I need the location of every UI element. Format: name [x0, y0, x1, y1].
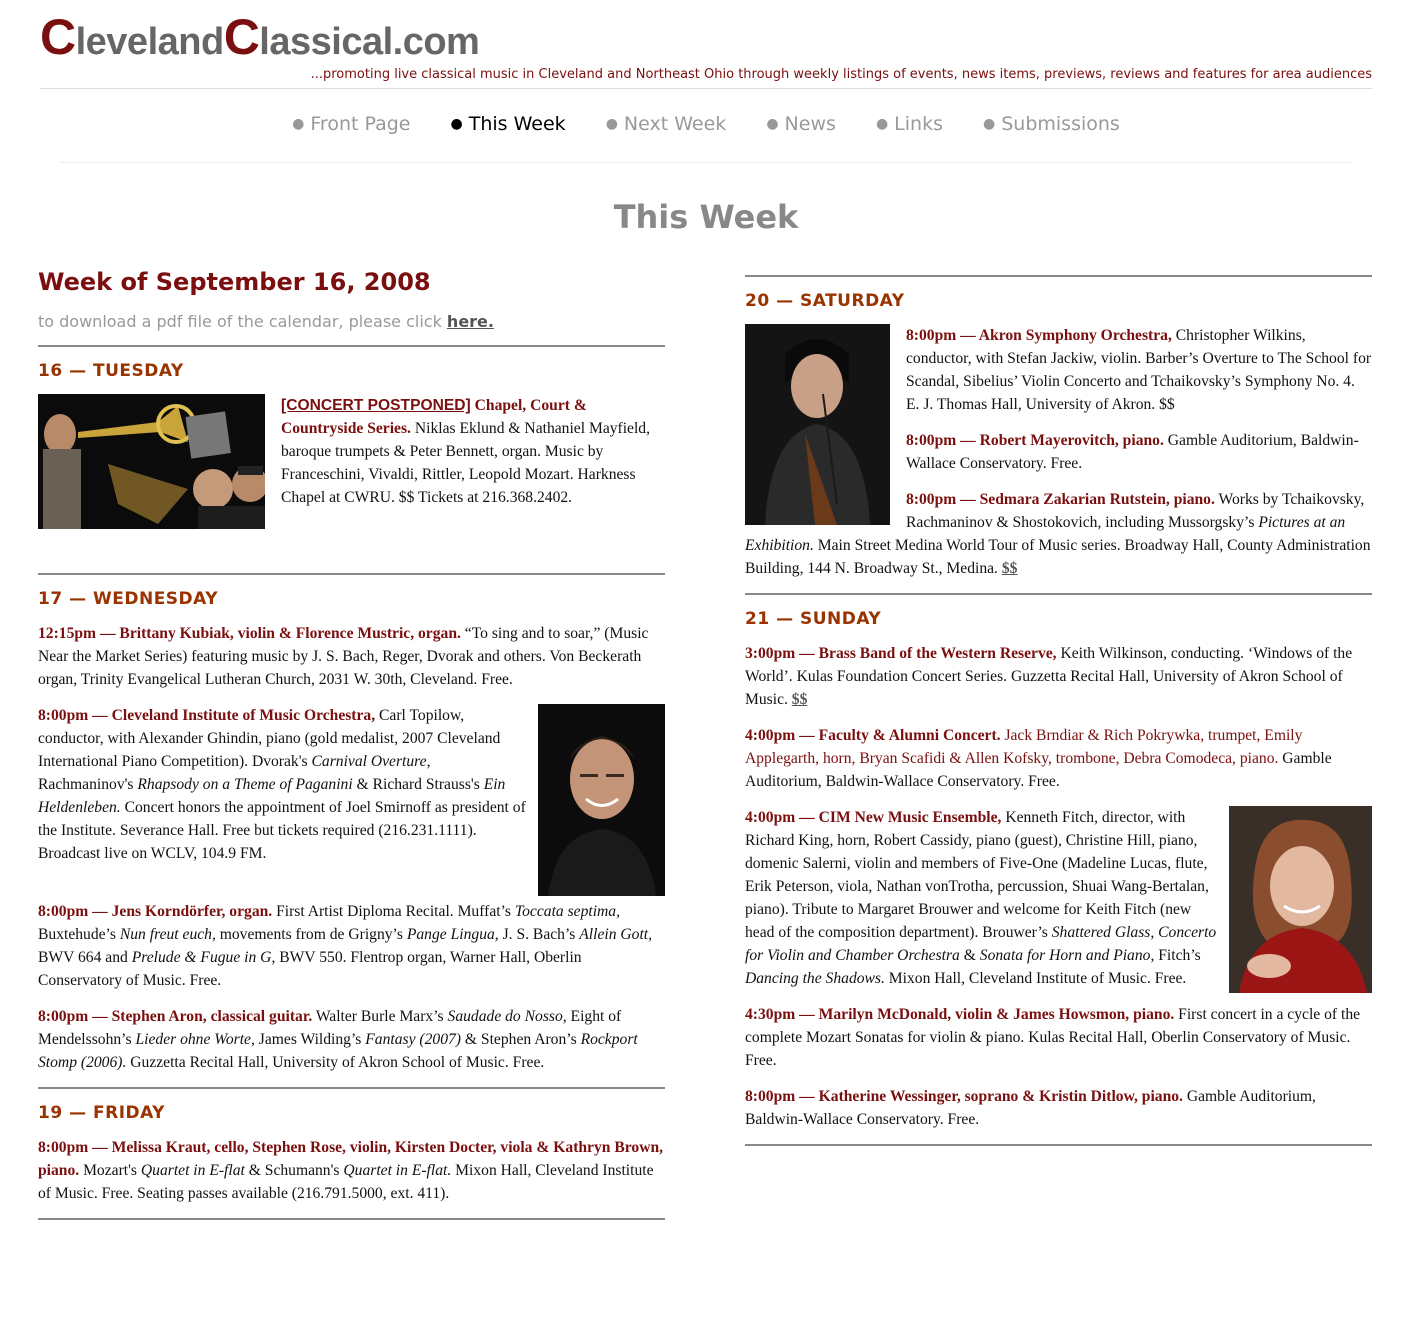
bullet-icon: ● — [450, 116, 463, 132]
event-title: 4:00pm — CIM New Music Ensemble, — [745, 809, 1002, 826]
day-heading-tuesday: 16 — TUESDAY — [38, 361, 184, 381]
event-item — [745, 724, 1372, 793]
event-details: , J. S. Bach’s — [494, 926, 580, 943]
event-details: BWV 664 and — [38, 949, 132, 966]
pdf-download-line — [38, 312, 665, 331]
work-title: Carnival Overture — [311, 753, 427, 770]
nav-label: News — [784, 113, 836, 135]
work-title: Fantasy (2007) — [365, 1031, 461, 1048]
main-nav — [0, 113, 1412, 135]
event-details: First Artist Diploma Recital. Muffat’s — [272, 903, 515, 920]
day-heading-sunday: 21 — SUNDAY — [745, 609, 882, 629]
nav-label: Submissions — [1001, 113, 1120, 135]
event-title: 8:00pm — Stephen Aron, classical guitar. — [38, 1008, 313, 1025]
event-title: 8:00pm — Jens Korndörfer, organ. — [38, 903, 273, 920]
event-details: Works by Tchaikovsky, Rachmaninov & Shostokovich, including Mussorgsky’s — [906, 491, 1365, 531]
nav-divider — [60, 162, 1352, 163]
event-title: 8:00pm — Melissa Kraut, cello, Stephen Rose, violin, Kirsten Docter, viola & Kathryn Brown, piano. — [38, 1139, 664, 1179]
work-title: Pange Lingua — [406, 926, 495, 943]
event-title: 4:30pm — Marilyn McDonald, violin & James Howsmon, piano. — [745, 1006, 1175, 1023]
section-divider — [38, 1218, 665, 1220]
event-details: Fitch’s — [1154, 947, 1201, 964]
event-item — [38, 622, 665, 691]
event-details: Gamble Auditorium, Baldwin-Wallace Conservatory. Free. — [745, 1088, 1316, 1128]
bullet-icon: ● — [605, 116, 618, 132]
event-details: Walter Burle Marx’s — [312, 1008, 448, 1025]
pdf-text: to download a pdf file of the calendar, please click — [38, 312, 447, 331]
header-divider — [40, 88, 1372, 89]
right-column — [745, 262, 1372, 1146]
work-title: Quartet in E-flat — [140, 1162, 245, 1179]
work-title: Shattered Glass, Concerto for Violin and Chamber Orchestra — [745, 924, 1217, 964]
page-title: This Week — [613, 198, 799, 236]
event-item — [38, 1136, 665, 1205]
nav-label: This Week — [468, 113, 566, 135]
conductor-portrait-photo — [538, 704, 665, 896]
event-details: movements from de Grigny’s — [215, 926, 407, 943]
event-details: Gamble Auditorium, Baldwin-Wallace Conservatory. Free. — [745, 750, 1332, 790]
event-details: Carl Topilow, conductor, with Alexander Ghindin, piano (gold medalist, 2007 Cleveland International Piano Competition). Dvorak's — [38, 707, 501, 770]
bullet-icon: ● — [983, 116, 996, 132]
bullet-icon: ● — [766, 116, 779, 132]
nav-label: Links — [894, 113, 943, 135]
logo-tld: .com — [392, 21, 480, 63]
section-divider — [745, 275, 1372, 277]
event-details: Concert honors the appointment of Joel Smirnoff as president of the Institute. Severance Hall. Free but tickets required (216.231.1111). Broadcast live on WCLV, 104.9 FM. — [38, 799, 526, 862]
event-details: First concert in a cycle of the complete Mozart Sonatas for violin & piano. Kulas Recital Hall, Oberlin Conservatory of Music. Free. — [745, 1006, 1361, 1069]
logo-initial-c1: C — [40, 9, 76, 65]
logo-initial-c2: C — [223, 9, 260, 65]
day-heading-saturday: 20 — SATURDAY — [745, 291, 905, 311]
left-column — [38, 262, 665, 1220]
event-details: Mixon Hall, Cleveland Institute of Music. Free. — [884, 970, 1187, 987]
work-title: Toccata septima, — [514, 903, 621, 920]
section-divider — [38, 573, 665, 575]
event-details: & Richard Strauss's — [352, 776, 484, 793]
nav-label: Next Week — [623, 113, 727, 135]
work-title: Rockport Stomp (2006). — [38, 1031, 638, 1071]
event-item — [38, 1005, 665, 1074]
event-details: Kenneth Fitch, director, with Richard King, horn, Robert Cassidy, piano (guest), Christine Hill, piano, domenic Salerni, violin and members of Five-One (Madeline Lucas, flute, Erik Peterson, viola, Nathan vonTrotha, percussion, Shuai Wang-Bertalan, piano). Tribute to Margaret Brouwer and welcome for Keith Fitch (new head of the composition department). Brouwer’s — [745, 809, 1209, 941]
bullet-icon: ● — [292, 116, 305, 132]
event-item — [745, 642, 1372, 711]
logo-word-cleveland: leveland — [75, 21, 224, 63]
event-title: 8:00pm — Robert Mayerovitch, piano. — [906, 432, 1164, 449]
work-title: Allein Gott, — [579, 926, 653, 943]
day-heading-wednesday: 17 — WEDNESDAY — [38, 589, 219, 609]
event-details: Mixon Hall, Cleveland Institute of Music. Free. Seating passes available (216.791.5000, ext. 411). — [38, 1162, 654, 1202]
event-item — [745, 1085, 1372, 1131]
event-details: , Rachmaninov's — [38, 753, 431, 793]
violinist-portrait-photo — [745, 324, 890, 525]
event-details: Mozart's — [79, 1162, 141, 1179]
event-title: 8:00pm — Akron Symphony Orchestra, — [906, 327, 1172, 344]
performers-list: Jack Brndiar & Rich Pokrywka, trumpet, Emily Applegarth, horn, Bryan Scafidi & Allen Kofsky, trombone, Debra Comodeca, piano. — [745, 727, 1303, 767]
section-divider — [745, 1144, 1372, 1146]
postponed-label[interactable]: [CONCERT POSTPONED] — [281, 397, 471, 414]
section-divider — [38, 345, 665, 347]
site-logo[interactable] — [40, 8, 479, 66]
logo-word-classical: lassical — [259, 21, 393, 63]
nav-links[interactable] — [876, 113, 943, 135]
event-details: Buxtehude’s — [38, 926, 120, 943]
event-details: & — [959, 947, 980, 964]
event-details: James Wilding’s — [254, 1031, 366, 1048]
work-title: Ein Heldenleben. — [38, 776, 506, 816]
work-title: Nun freut euch, — [119, 926, 216, 943]
event-details: Niklas Eklund & Nathaniel Mayfield, baroque trumpets & Peter Bennett, organ. Music by Franceschini, Vivaldi, Rittler, Leopold Mozart. Harkness Chapel at CWRU. $$ Tickets at 216.368.2402. — [281, 420, 651, 506]
trumpeters-photo — [38, 394, 265, 529]
site-tagline: ...promoting live classical music in Cleveland and Northeast Ohio through weekly listings of events, news items, previews, reviews and features for area audiences — [310, 67, 1372, 82]
work-title: Sonata for Horn and Piano, — [979, 947, 1155, 964]
work-title: Rhapsody on a Theme of Paganini — [137, 776, 353, 793]
event-title: 8:00pm — Katherine Wessinger, soprano & Kristin Ditlow, piano. — [745, 1088, 1183, 1105]
nav-this-week[interactable] — [451, 113, 566, 135]
nav-news[interactable] — [766, 113, 836, 135]
event-details: , BWV 550. Flentrop organ, Warner Hall, Oberlin Conservatory of Music. Free. — [38, 949, 582, 989]
work-title: Lieder ohne Worte, — [135, 1031, 255, 1048]
nav-next-week[interactable] — [606, 113, 727, 135]
nav-label: Front Page — [310, 113, 411, 135]
work-title: Prelude & Fugue in G — [131, 949, 272, 966]
event-details: Keith Wilkinson, conducting. ‘Windows of the World’. Kulas Foundation Concert Series. Guzzetta Recital Hall, University of Akron School of Music. — [745, 645, 1353, 708]
event-title: Chapel, Court & Countryside Series. — [281, 397, 587, 437]
ticket-price-link[interactable]: $$ — [1001, 560, 1018, 577]
event-title: 3:00pm — Brass Band of the Western Reserve, — [745, 645, 1057, 662]
pdf-download-link[interactable]: here. — [446, 312, 494, 331]
work-title: Saudade do Nosso, — [447, 1008, 567, 1025]
week-title: Week of September 16, 2008 — [38, 268, 431, 296]
event-title: 8:00pm — Sedmara Zakarian Rutstein, piano. — [906, 491, 1215, 508]
day-heading-friday: 19 — FRIDAY — [38, 1103, 165, 1123]
bullet-icon: ● — [875, 116, 889, 132]
event-item — [38, 900, 665, 992]
event-details: Guzzetta Recital Hall, University of Akron School of Music. Free. — [126, 1054, 545, 1071]
event-title: 8:00pm — Cleveland Institute of Music Orchestra, — [38, 707, 376, 724]
event-title: 12:15pm — Brittany Kubiak, violin & Florence Mustric, organ. — [38, 625, 461, 642]
event-details: “To sing and to soar,” (Music Near the Market Series) featuring music by J. S. Bach, Reger, Dvorak and others. Von Beckerath organ, Trinity Evangelical Lutheran Church, 2031 W. 30th, Cleveland. Free. — [38, 625, 649, 688]
section-divider — [38, 1087, 665, 1089]
event-title: 4:00pm — Faculty & Alumni Concert. — [745, 727, 1001, 744]
nav-submissions[interactable] — [983, 113, 1120, 135]
event-details: Gamble Auditorium, Baldwin-Wallace Conservatory. Free. — [906, 432, 1359, 472]
work-title: Pictures at an Exhibition. — [745, 514, 1346, 554]
section-divider — [745, 593, 1372, 595]
ticket-price-link[interactable]: $$ — [791, 691, 808, 708]
woman-portrait-photo — [1229, 806, 1372, 993]
nav-front-page[interactable] — [292, 113, 410, 135]
event-item — [745, 1003, 1372, 1072]
event-details: Main Street Medina World Tour of Music series. Broadway Hall, County Administration Building, 144 N. Broadway St., Medina. — [745, 537, 1371, 577]
event-details: & Schumann's — [244, 1162, 344, 1179]
event-details: Eight of Mendelssohn’s — [38, 1008, 622, 1048]
event-details: Christopher Wilkins, conductor, with Stefan Jackiw, violin. Barber’s Overture to The School for Scandal, Sibelius’ Violin Concerto and Tchaikovsky’s Symphony No. 4. E. J. Thomas Hall, University of Akron. $$ — [906, 327, 1372, 413]
work-title: Dancing the Shadows. — [745, 970, 885, 987]
event-details: & Stephen Aron’s — [461, 1031, 581, 1048]
work-title: Quartet in E-flat. — [343, 1162, 452, 1179]
